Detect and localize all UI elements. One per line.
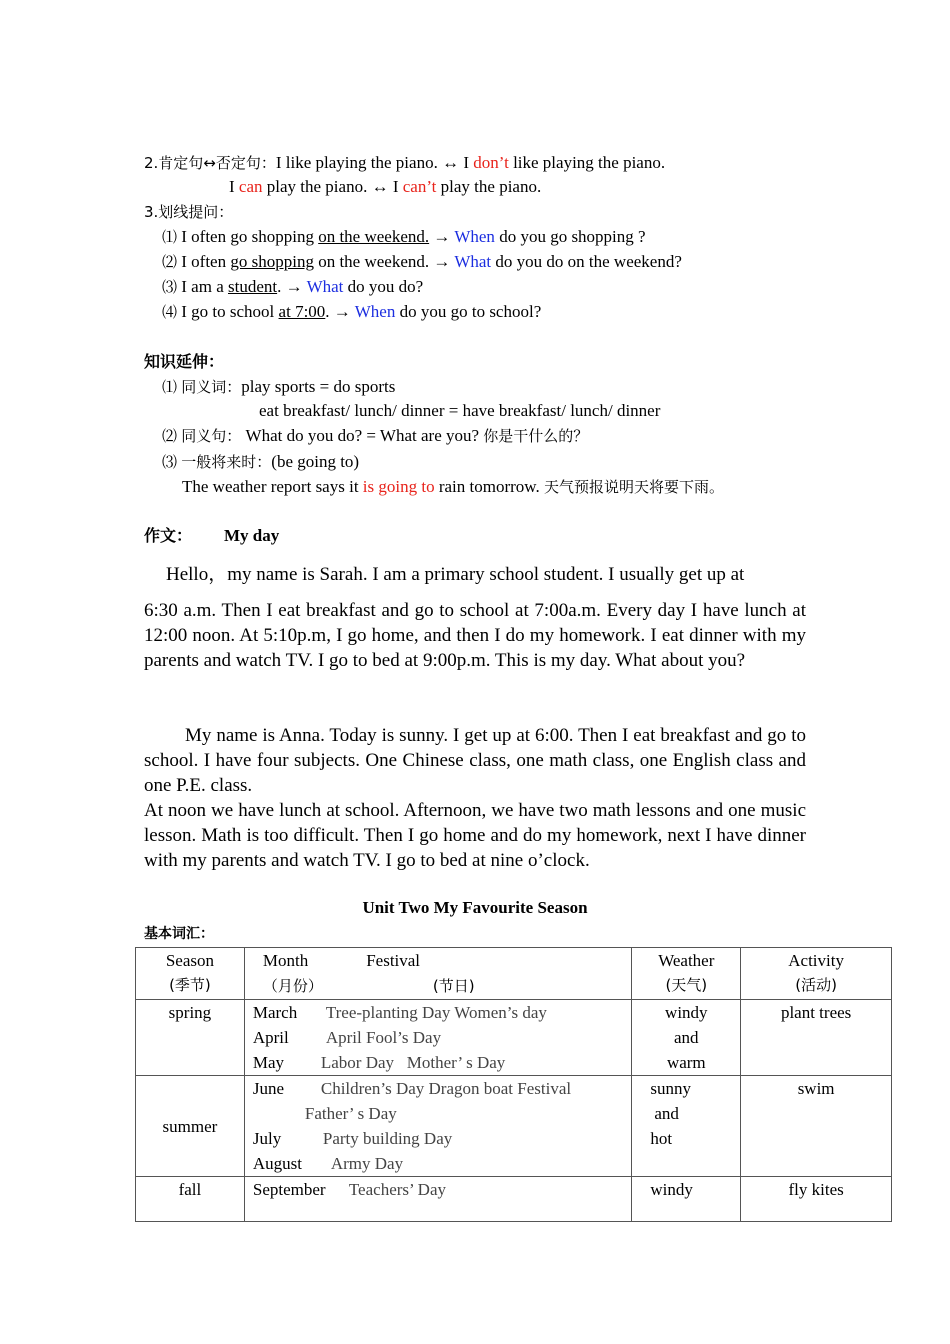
question-word: When bbox=[454, 227, 495, 246]
item-number: ⑴ bbox=[162, 378, 178, 396]
weather-word: windy bbox=[650, 1180, 693, 1199]
sentence-text: . → bbox=[277, 277, 307, 296]
header-text: Weather bbox=[658, 951, 715, 970]
month-name: April bbox=[252, 1028, 289, 1047]
item-number: ⑵ bbox=[162, 427, 178, 445]
table-row bbox=[136, 1076, 892, 1177]
table-header-row bbox=[136, 948, 892, 1000]
weather-word: and bbox=[654, 1104, 679, 1123]
header-translation: (季节) bbox=[169, 976, 211, 994]
sentence-text: I bbox=[229, 177, 239, 196]
question-word: What bbox=[454, 252, 492, 271]
extension-item-1 bbox=[162, 376, 395, 398]
sentence-text: rain tomorrow. bbox=[434, 477, 544, 496]
month-name: September bbox=[252, 1180, 326, 1199]
item-number: ⑴ bbox=[162, 228, 178, 246]
month-name: August bbox=[252, 1154, 302, 1173]
extension-item-2 bbox=[162, 425, 588, 447]
grammar-item-3-label: 3.划线提问： bbox=[144, 203, 234, 221]
underlined-part: at 7:00 bbox=[278, 302, 326, 321]
weather-word: windy bbox=[665, 1003, 708, 1022]
sentence-text: play the piano. bbox=[436, 177, 542, 196]
weather-word: hot bbox=[650, 1129, 673, 1148]
extension-label: 一般将来时： bbox=[181, 453, 272, 471]
month-row bbox=[253, 1126, 632, 1151]
header-season bbox=[136, 948, 245, 1000]
activity-cell: plant trees bbox=[741, 1000, 892, 1076]
grammar-item-2-line-2 bbox=[229, 176, 541, 198]
header-activity bbox=[741, 948, 892, 1000]
weather-word: and bbox=[674, 1028, 699, 1047]
festival-name: April Fool’s Day bbox=[325, 1028, 442, 1047]
extension-item-3 bbox=[162, 451, 359, 473]
month-name: June bbox=[252, 1079, 285, 1098]
weather-cell bbox=[632, 1076, 741, 1177]
month-row bbox=[253, 1050, 632, 1075]
item-number: ⑶ bbox=[162, 453, 178, 471]
season-cell: fall bbox=[136, 1177, 245, 1222]
extension-label: 同义词： bbox=[181, 378, 242, 396]
question-2 bbox=[162, 251, 682, 273]
weather-cell bbox=[632, 1000, 741, 1076]
question-word: What bbox=[306, 277, 344, 296]
festival-name: Labor Day Mother’ s Day bbox=[320, 1053, 506, 1072]
extension-heading: 知识延伸： bbox=[144, 352, 225, 371]
table-row bbox=[136, 1000, 892, 1076]
festival-name: Father’ s Day bbox=[304, 1104, 397, 1123]
festival-name: Party building Day bbox=[322, 1129, 453, 1148]
header-weather bbox=[632, 948, 741, 1000]
header-month: Month bbox=[262, 951, 309, 970]
extension-text: play sports = do sports bbox=[241, 377, 396, 396]
extension-label: 同义句： bbox=[181, 427, 242, 445]
composition-paragraph-3: At noon we have lunch at school. Afternoon, we have two math lessons and one music lesson. Math is too difficult. Then I go home and do my homework, next I have dinner with my parents and watch TV. I go to bed at nine o’clock. bbox=[144, 800, 806, 871]
header-text: Activity bbox=[788, 951, 844, 970]
item-number: ⑶ bbox=[162, 278, 178, 296]
composition-paragraph-2: My name is Anna. Today is sunny. I get up at 6:00. Then I eat breakfast and go to school. I have four subjects. One Chinese class, one math class, one English class and one P.E. class. bbox=[144, 725, 806, 796]
question-4 bbox=[162, 301, 541, 323]
month-name: March bbox=[252, 1003, 298, 1022]
grammar-item-2 bbox=[144, 152, 665, 174]
item-number: ⑵ bbox=[162, 253, 178, 271]
future-tense-phrase: is going to bbox=[362, 477, 435, 496]
underlined-part: on the weekend. bbox=[318, 227, 430, 246]
month-row bbox=[253, 1101, 632, 1126]
sentence-text: The weather report says it bbox=[182, 477, 363, 496]
season-cell: summer bbox=[136, 1076, 245, 1177]
festival-name: Teachers’ Day bbox=[348, 1180, 446, 1199]
grammar-item-2-label: 2.肯定句↔否定句： bbox=[144, 154, 276, 172]
composition-title: My day bbox=[224, 526, 280, 545]
composition-paragraph-1-first-line: Hello，my name is Sarah. I am a primary school student. I usually get up at bbox=[166, 564, 745, 585]
header-month-translation: （月份） bbox=[262, 977, 323, 995]
underlined-part: student bbox=[228, 277, 278, 296]
negative-word: don’t bbox=[473, 153, 509, 172]
sentence-text: I often go shopping bbox=[181, 227, 319, 246]
month-festival-cell bbox=[244, 1177, 632, 1222]
weather-word: warm bbox=[666, 1053, 706, 1072]
month-name: July bbox=[252, 1129, 282, 1148]
month-name: May bbox=[252, 1053, 285, 1072]
month-row bbox=[253, 1076, 632, 1101]
sentence-text: like playing the piano. bbox=[508, 153, 666, 172]
item-number: ⑷ bbox=[162, 303, 178, 321]
season-vocab-table bbox=[135, 947, 892, 1222]
question-3 bbox=[162, 276, 423, 298]
positive-word: can bbox=[238, 177, 263, 196]
extension-text: What do you do? = What are you? bbox=[241, 426, 484, 445]
header-text: Season bbox=[165, 951, 215, 970]
month-row bbox=[253, 1151, 632, 1176]
sentence-text: do you do? bbox=[343, 277, 424, 296]
question-1 bbox=[162, 226, 646, 248]
sentence-text: do you do on the weekend? bbox=[491, 252, 682, 271]
header-month-festival bbox=[244, 948, 632, 1000]
activity-cell: fly kites bbox=[741, 1177, 892, 1222]
month-row bbox=[253, 1025, 632, 1050]
arrow: → bbox=[429, 227, 455, 246]
header-translation: (活动) bbox=[795, 976, 837, 994]
festival-name: Army Day bbox=[330, 1154, 404, 1173]
festival-name: Tree-planting Day Women’s day bbox=[325, 1003, 547, 1022]
extension-text: (be going to) bbox=[271, 452, 360, 471]
question-word: When bbox=[354, 302, 396, 321]
extension-item-1-line-2: eat breakfast/ lunch/ dinner = have breakfast/ lunch/ dinner bbox=[259, 401, 661, 420]
unit-title: Unit Two My Favourite Season bbox=[362, 898, 588, 917]
festival-name: Children’s Day Dragon boat Festival bbox=[320, 1079, 572, 1098]
vocab-label: 基本词汇： bbox=[144, 926, 214, 942]
extension-translation: 你是干什么的？ bbox=[483, 427, 589, 445]
sentence-text: I am a bbox=[181, 277, 228, 296]
header-festival: Festival bbox=[366, 951, 421, 970]
activity-cell: swim bbox=[741, 1076, 892, 1177]
month-row bbox=[253, 1177, 632, 1202]
underlined-part: go shopping bbox=[230, 252, 314, 271]
sentence-text: do you go to school? bbox=[395, 302, 542, 321]
header-translation: (天气) bbox=[665, 976, 708, 994]
composition-label: 作文： bbox=[144, 526, 193, 545]
sentence-text: I go to school bbox=[181, 302, 279, 321]
composition-paragraph-1: 6:30 a.m. Then I eat breakfast and go to school at 7:00a.m. Every day I have lunch at 12:00 noon. At 5:10p.m, I go home, and then I do my homework. I eat dinner with my parents and watch TV. I go to bed at 9:00p.m. This is my day. What about you? bbox=[144, 600, 806, 671]
sentence-text: play the piano. ↔ I bbox=[262, 177, 403, 196]
sentence-text: do you go shopping ? bbox=[494, 227, 646, 246]
season-cell: spring bbox=[136, 1000, 245, 1076]
composition-heading bbox=[144, 525, 279, 547]
month-row bbox=[253, 1000, 632, 1025]
sentence-text: I like playing the piano. ↔ I bbox=[275, 153, 474, 172]
example-translation: 天气预报说明天将要下雨。 bbox=[543, 478, 724, 496]
weather-word: sunny bbox=[650, 1079, 691, 1098]
extension-example bbox=[182, 476, 724, 498]
header-festival-translation: (节日) bbox=[432, 977, 475, 995]
sentence-text: I often bbox=[181, 252, 231, 271]
month-festival-cell bbox=[244, 1076, 632, 1177]
table-row bbox=[136, 1177, 892, 1222]
weather-cell bbox=[632, 1177, 741, 1222]
sentence-text: . → bbox=[325, 302, 355, 321]
month-festival-cell bbox=[244, 1000, 632, 1076]
sentence-text: on the weekend. → bbox=[313, 252, 455, 271]
negative-word: can’t bbox=[402, 177, 437, 196]
